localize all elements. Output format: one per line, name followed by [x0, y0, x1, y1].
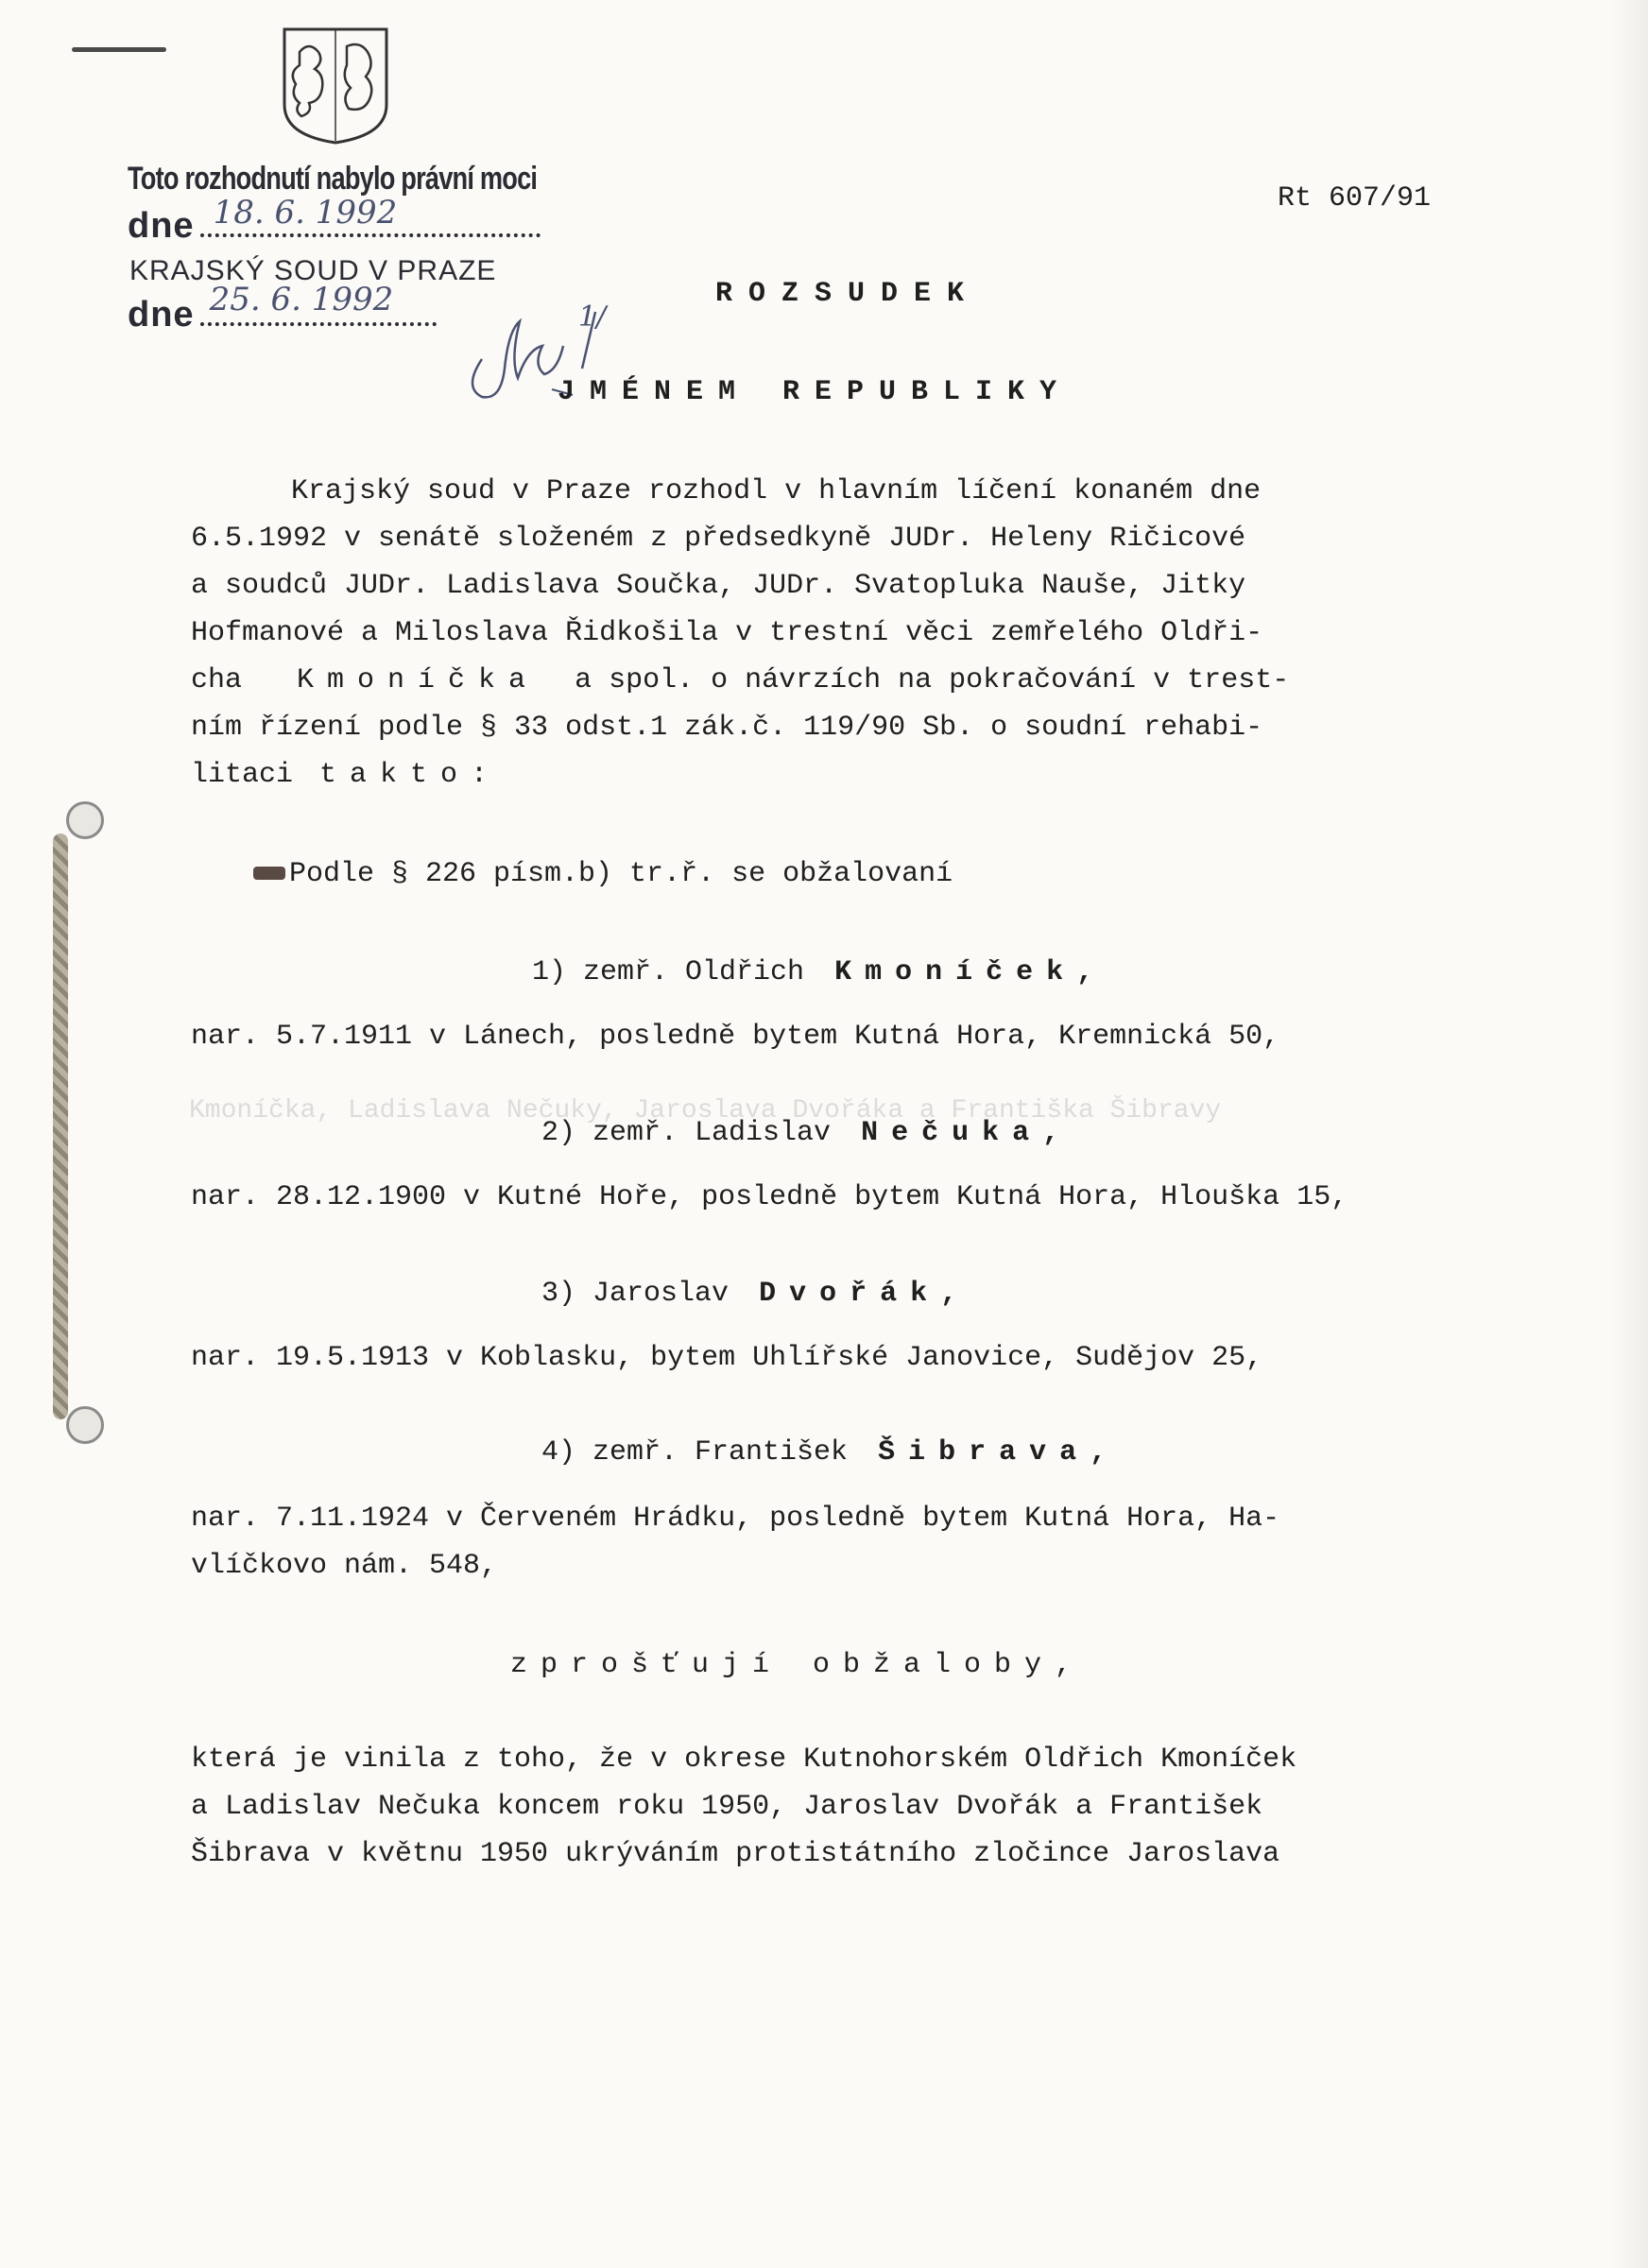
stamp-date-line-2: [128, 281, 437, 335]
intro-line-5: [191, 664, 1289, 696]
intro-line-3: a soudců JUDr. Ladislava Součka, JUDr. Svatopluka Nauše, Jitky: [191, 570, 1246, 602]
closing-line-3: Šibrava v květnu 1950 ukrýváním protistátního zločince Jaroslava: [191, 1838, 1280, 1870]
defendant-1-surname: Kmoníček,: [834, 956, 1107, 988]
stamp-dotted-line-2: [200, 281, 437, 326]
intro-line-4: Hofmanové a Miloslava Řidkošila v trestní věci zemřelého Oldři-: [191, 617, 1263, 649]
stamp-dne-label-2: dne: [128, 295, 195, 335]
page-edge-shadow: [1610, 0, 1648, 2268]
binding-hole-top: [66, 801, 104, 839]
intro-line-7-start: litaci: [191, 759, 294, 791]
defendant-4-surname: Šibrava,: [878, 1436, 1121, 1469]
stamp-date-line-1: [128, 194, 541, 247]
defendant-2-name-line: [541, 1117, 1073, 1149]
document-title: ROZSUDEK: [715, 278, 981, 310]
stamp-validity-text: Toto rozhodnutí nabylo právní moci: [128, 161, 538, 197]
closing-line-1: která je vinila z toho, že v okrese Kutnohorském Oldřich Kmoníček: [191, 1744, 1297, 1776]
defendant-4-prefix: 4) zemř. František: [541, 1436, 849, 1469]
stamp-handwritten-date-1: 18. 6. 1992: [213, 194, 398, 232]
defendant-4-details-cont: vlíčkovo nám. 548,: [191, 1550, 498, 1582]
intro-line-5-name: Kmoníčka: [297, 664, 540, 696]
defendant-3-prefix: 3) Jaroslav: [541, 1278, 730, 1310]
ruling-intro: [253, 858, 953, 890]
state-emblem-icon: [279, 24, 392, 146]
intro-line-5-end: a spol. o návrzích na pokračování v trest-: [575, 664, 1290, 696]
defendant-2-prefix: 2) zemř. Ladislav: [541, 1117, 832, 1149]
defendant-4-details: nar. 7.11.1924 v Červeném Hrádku, posledně bytem Kutná Hora, Ha-: [191, 1503, 1280, 1535]
intro-line-5-start: cha: [191, 664, 243, 696]
document-subtitle: JMÉNEM REPUBLIKY: [558, 376, 1073, 408]
intro-line-7-end: takto:: [319, 759, 502, 791]
defendant-1-name-line: [532, 956, 1107, 988]
defendant-1-details: nar. 5.7.1911 v Lánech, posledně bytem Kutná Hora, Kremnická 50,: [191, 1021, 1280, 1053]
pen-mark: [72, 47, 166, 52]
binding-hole-bottom: [66, 1406, 104, 1444]
defendant-2-surname: Nečuka,: [861, 1117, 1073, 1149]
case-reference: Rt 607/91: [1278, 182, 1432, 215]
stamp-dne-label: dne: [128, 206, 195, 246]
intro-line-1: Krajský soud v Praze rozhodl v hlavním líčení konaném dne: [291, 475, 1262, 507]
ink-blot-icon: [253, 867, 285, 880]
defendant-4-name-line: [541, 1436, 1120, 1469]
handwritten-initials: 1/: [578, 301, 607, 334]
defendant-3-name-line: [541, 1278, 970, 1310]
closing-line-2: a Ladislav Nečuka koncem roku 1950, Jaroslav Dvořák a František: [191, 1791, 1263, 1823]
ruling-intro-text: Podle § 226 písm.b) tr.ř. se obžalovaní: [289, 858, 953, 890]
defendant-3-surname: Dvořák,: [759, 1278, 971, 1310]
binding-string: [53, 833, 68, 1419]
stamp-handwritten-date-2: 25. 6. 1992: [209, 281, 394, 318]
intro-line-2: 6.5.1992 v senátě složeném z předsedkyně JUDr. Heleny Ričicové: [191, 523, 1246, 555]
intro-line-6: ním řízení podle § 33 odst.1 zák.č. 119/90 Sb. o soudní rehabi-: [191, 712, 1263, 744]
defendant-1-prefix: 1) zemř. Oldřich: [532, 956, 805, 988]
defendant-3-details: nar. 19.5.1913 v Koblasku, bytem Uhlířské Janovice, Sudějov 25,: [191, 1342, 1263, 1374]
stamp-dotted-line: [200, 194, 541, 237]
acquittal-verdict: zprošťují obžaloby,: [510, 1649, 1086, 1681]
bleed-through-text: Kmoníčka, Ladislava Nečuky, Jaroslava Dvořáka a Františka Šibravy: [189, 1096, 1222, 1125]
stamp-court-name: KRAJSKÝ SOUD V PRAZE: [129, 255, 497, 286]
defendant-2-details: nar. 28.12.1900 v Kutné Hoře, posledně bytem Kutná Hora, Hlouška 15,: [191, 1181, 1348, 1213]
intro-line-7: [191, 759, 501, 791]
